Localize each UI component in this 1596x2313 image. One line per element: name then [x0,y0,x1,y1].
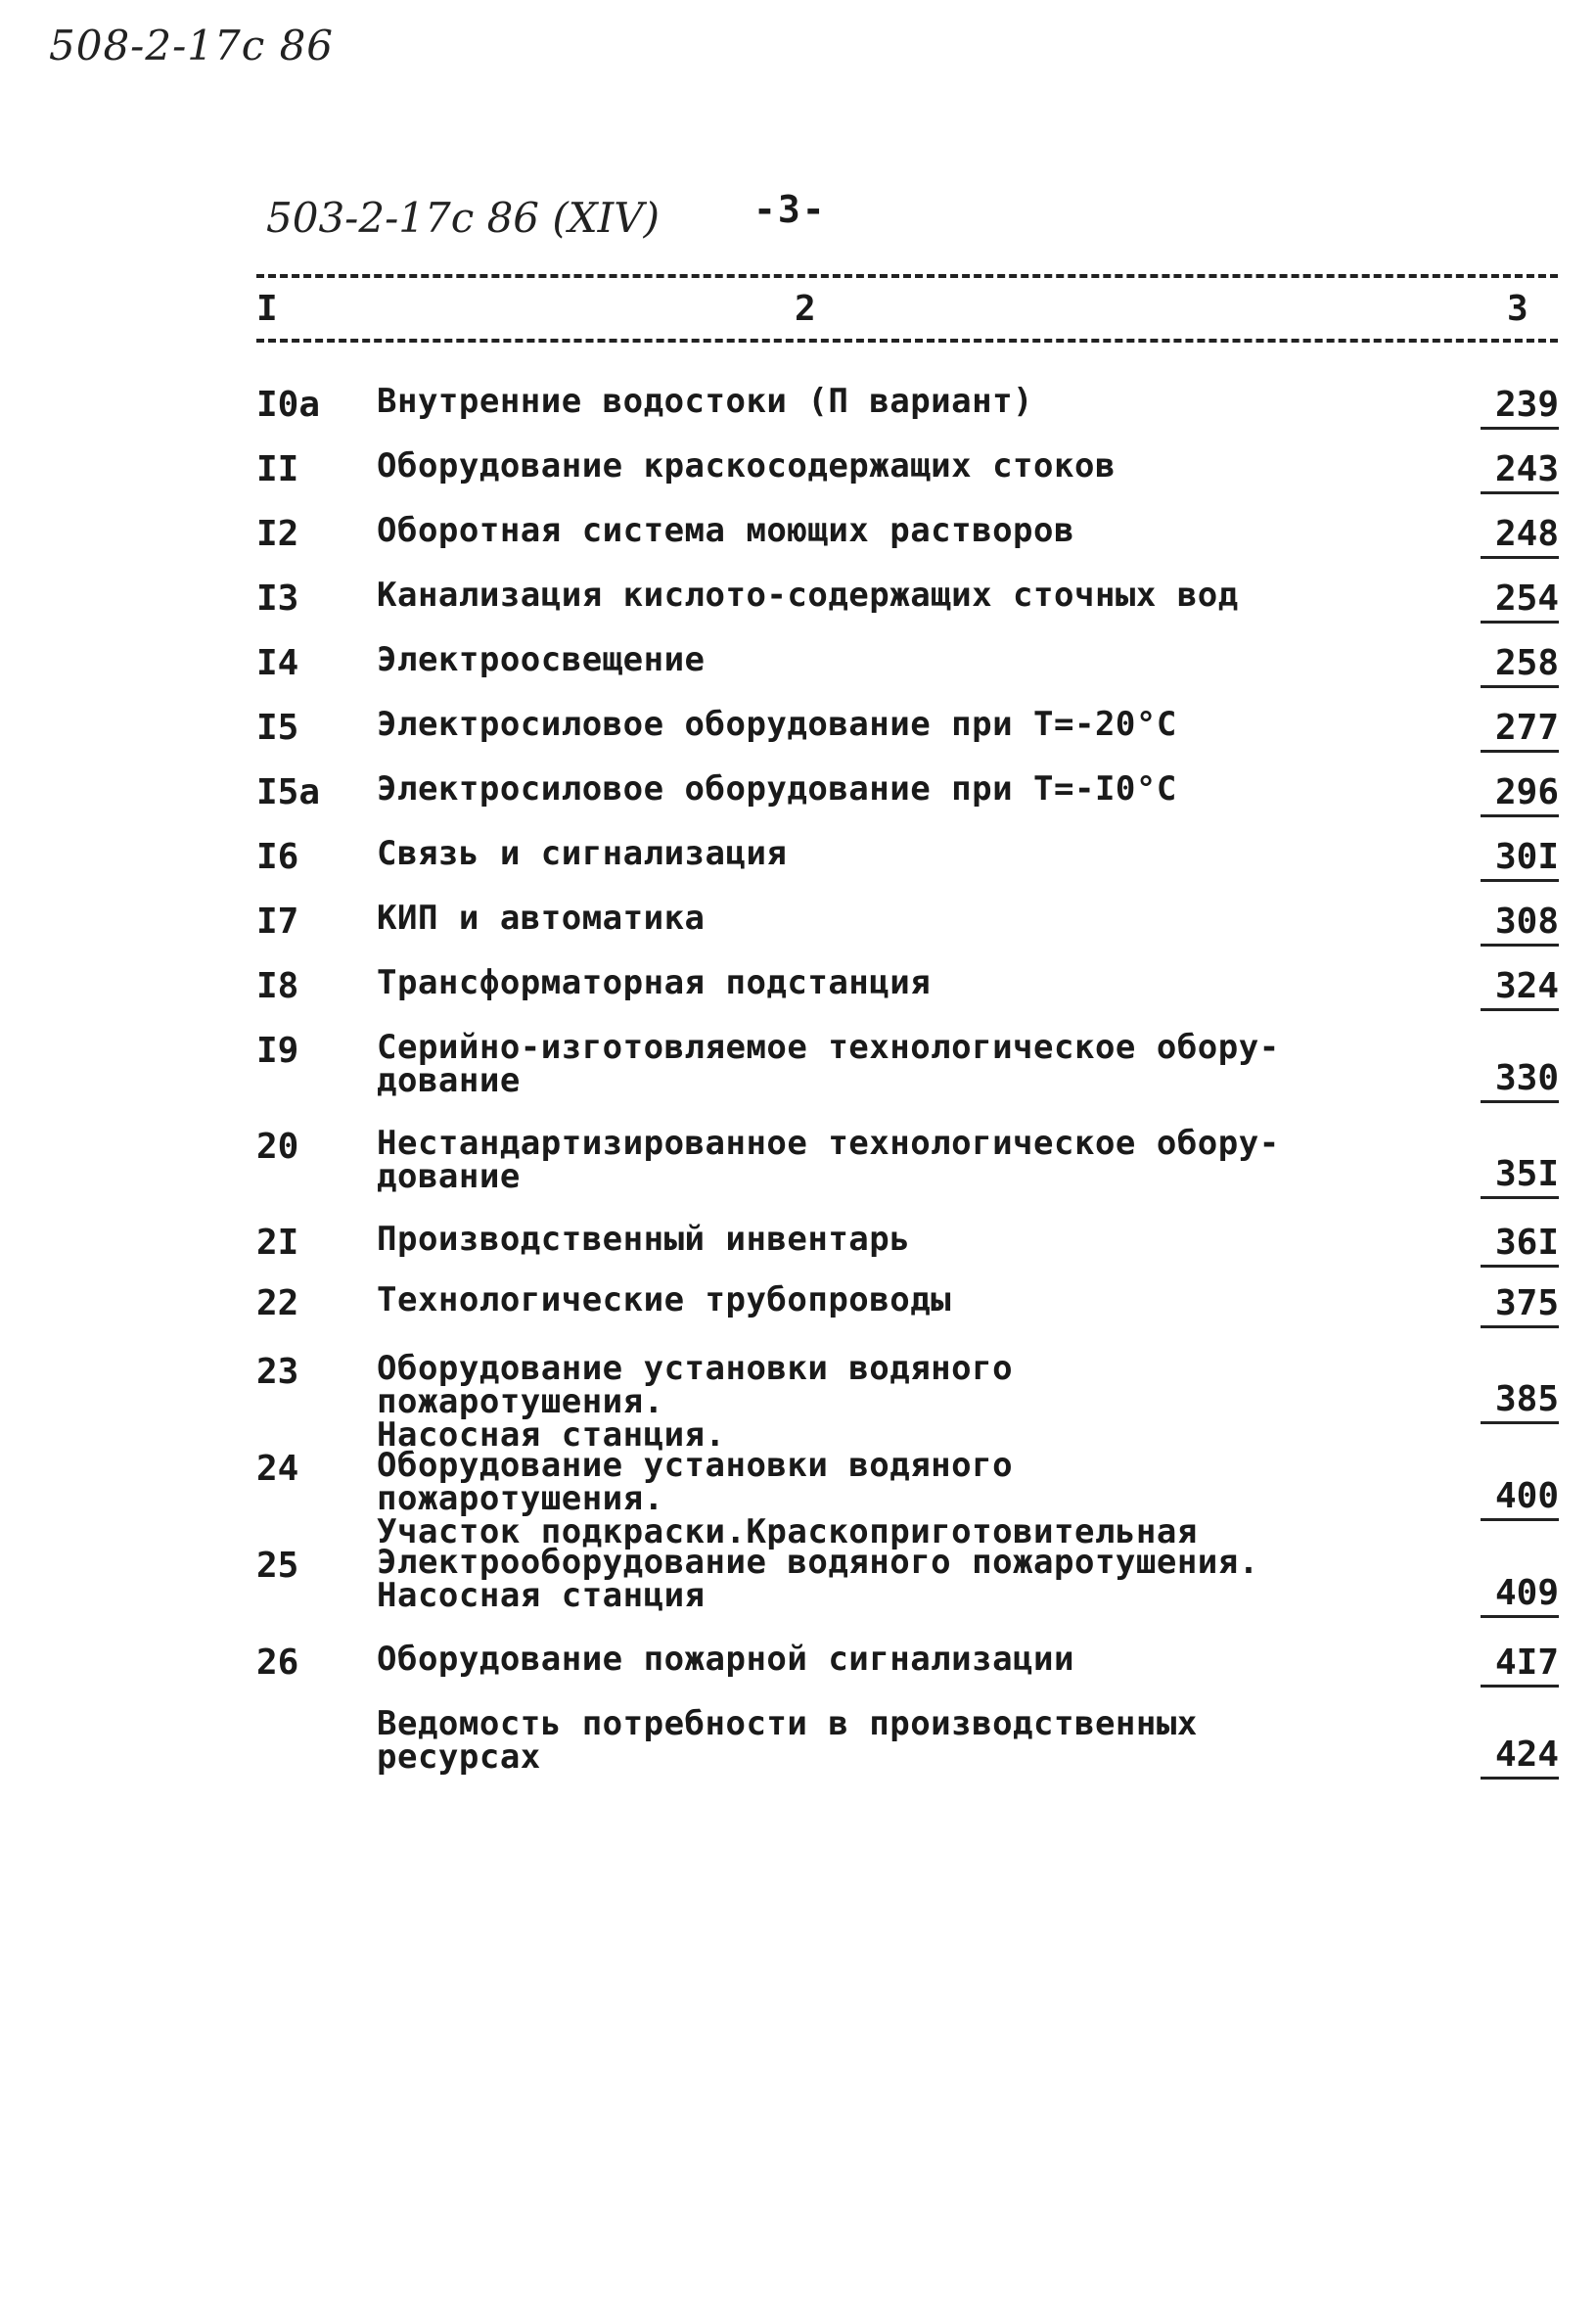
toc-row-number: 24 [256,1449,299,1489]
toc-row-page: 330 [1481,1058,1559,1103]
toc-row [0,511,1596,563]
toc-row [0,705,1596,757]
toc-row-title: Внутренние водостоки (П вариант) [377,382,1034,421]
toc-row-page: 30I [1481,837,1559,882]
toc-row [0,834,1596,886]
page-number: -3- [753,188,827,231]
toc-row-page: 400 [1481,1476,1559,1521]
toc-row-number: 25 [256,1546,299,1586]
toc-row-page: 239 [1481,385,1559,430]
toc-row [0,1028,1596,1109]
toc-row-number: 2I [256,1223,299,1263]
toc-row-title: Оборудование пожарной сигнализации [377,1640,1074,1679]
toc-row-title: КИП и автоматика [377,899,706,938]
toc-row [0,1124,1596,1205]
toc-row-number: I5 [256,708,299,748]
toc-row-title: Нестандартизированное технологическое обору- дование [377,1124,1280,1196]
toc-row-number: I5а [256,772,321,812]
toc-row-title: Электроосвещение [377,640,706,679]
toc-row [0,1543,1596,1624]
toc-row [0,1642,1596,1691]
toc-row [0,382,1596,434]
toc-row-number: I6 [256,837,299,877]
column-header-page: 3 [1507,289,1528,329]
handwritten-archive-number: 508-2-17с 86 [49,22,335,69]
toc-row [0,899,1596,950]
toc-row [0,640,1596,692]
toc-row [0,1704,1596,1785]
toc-row-page: 375 [1481,1283,1559,1328]
document-code: 503-2-17с 86 (XIV) [266,194,660,242]
toc-row-title: Производственный инвентарь [377,1220,911,1259]
toc-row [0,1220,1596,1272]
toc-row-title: Серийно-изготовляемое технологическое обору- дование [377,1028,1280,1100]
toc-row-title: Связь и сигнализация [377,834,788,873]
toc-row-page: 35I [1481,1154,1559,1199]
toc-row-page: 258 [1481,643,1559,688]
toc-row-number: I0а [256,385,321,425]
toc-row-number: 22 [256,1283,299,1323]
toc-row-page: 248 [1481,514,1559,559]
toc-row [0,1349,1596,1455]
toc-row [0,578,1596,627]
toc-row-page: 296 [1481,772,1559,817]
toc-row-title: Оборудование установки водяного пожаротушения. Насосная станция. [377,1349,1014,1455]
column-header-title: 2 [795,289,816,329]
toc-row-number: 20 [256,1127,299,1167]
toc-row-title: Электрооборудование водяного пожаротушения. Насосная станция [377,1543,1259,1615]
toc-row-title: Оборудование установки водяного пожаротушения. Участок подкраски.Краскоприготовительная [377,1446,1198,1551]
toc-row [0,1280,1596,1332]
toc-row-page: 277 [1481,708,1559,753]
toc-row-page: 243 [1481,449,1559,494]
toc-row-page: 424 [1481,1735,1559,1780]
toc-row-number: II [256,449,299,489]
toc-row-page: 385 [1481,1379,1559,1424]
toc-row-page: 36I [1481,1223,1559,1268]
toc-row-title: Оборудование краскосодержащих стоков [377,446,1116,486]
toc-row-title: Ведомость потребности в производственных ресурсах [377,1704,1198,1777]
toc-row-page: 4I7 [1481,1642,1559,1688]
toc-row [0,1446,1596,1551]
toc-row-title: Электросиловое оборудование при Т=-I0°С [377,769,1177,809]
toc-row [0,963,1596,1015]
toc-row-title: Технологические трубопроводы [377,1280,952,1319]
toc-row-number: I9 [256,1031,299,1071]
toc-row [0,769,1596,821]
toc-row-number: 26 [256,1642,299,1683]
toc-row-page: 308 [1481,902,1559,947]
toc-row-number: 23 [256,1352,299,1392]
toc-row [0,446,1596,498]
toc-row-title: Трансформаторная подстанция [377,963,932,1002]
toc-row-number: I3 [256,578,299,619]
toc-row-title: Электросиловое оборудование при Т=-20°С [377,705,1177,744]
toc-row-title: Канализация кислото-содержащих сточных вод [377,576,1239,615]
toc-row-title: Оборотная система моющих растворов [377,511,1074,550]
column-header-number: I [256,289,278,329]
toc-row-number: I2 [256,514,299,554]
toc-row-page: 324 [1481,966,1559,1011]
toc-row-number: I4 [256,643,299,683]
toc-row-number: I7 [256,902,299,942]
toc-row-page: 409 [1481,1573,1559,1618]
toc-row-page: 254 [1481,578,1559,624]
toc-row-number: I8 [256,966,299,1006]
